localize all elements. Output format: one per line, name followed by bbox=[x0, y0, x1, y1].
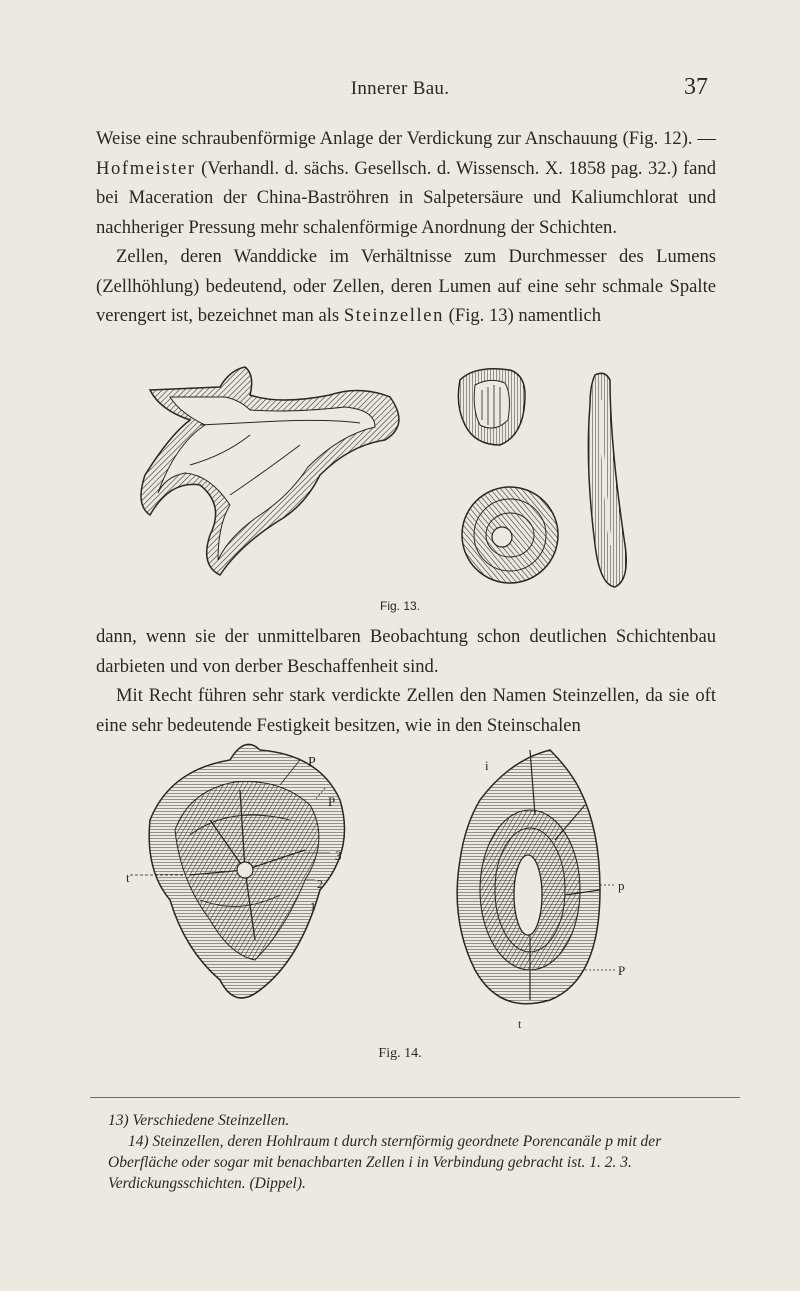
label-3: 3 bbox=[335, 848, 342, 863]
paragraph-4: Mit Recht führen sehr stark verdickte Zellen den Namen Steinzellen, da sie oft eine sehr bedeutende Festigkeit besitzen, wie in den Steinschalen bbox=[96, 685, 716, 736]
label-p-top: P bbox=[308, 755, 316, 770]
paragraph-2: Zellen, deren Wanddicke im Verhältnisse zum Durchmesser des Lumens (Zellhöhlung) bedeutend, oder Zellen, deren Lumen auf eine sehr schmale Spalte verengert ist, bezeichnet man als Steinzellen (Fig. 13) namentlich bbox=[96, 246, 716, 326]
figure-13-caption: Fig. 13. bbox=[379, 599, 421, 613]
footnote-14: 14) Steinzellen, deren Hohlraum t durch sternförmig geordnete Porencanäle p mit der Oberfläche oder sogar mit benachbarten Zellen i in Verbindung gebracht ist. 1. 2. 3. Verdickungsschichten. (Dippel). bbox=[108, 1133, 662, 1192]
paragraph-3: dann, wenn sie der unmittelbaren Beobachtung schon deutlichen Schichtenbau darbieten und von derber Beschaffenheit sind. bbox=[96, 626, 716, 677]
footnote-13: 13) Verschiedene Steinzellen. bbox=[108, 1112, 290, 1129]
page-header bbox=[0, 74, 800, 108]
text-block-middle bbox=[96, 622, 716, 740]
page-number: 37 bbox=[684, 74, 708, 100]
label-p-right2: P bbox=[618, 963, 626, 978]
label-p-arrow: P bbox=[328, 794, 336, 809]
running-title: Innerer Bau. bbox=[350, 78, 450, 99]
label-2: 2 bbox=[317, 877, 323, 891]
text-block-top bbox=[96, 124, 716, 331]
figure-14-illustration bbox=[126, 730, 670, 1040]
term-steinzellen: Steinzellen bbox=[343, 305, 445, 326]
figure-13-illustration bbox=[130, 365, 690, 595]
footnotes bbox=[108, 1110, 728, 1194]
paragraph-1: Weise eine schraubenförmige Anlage der Verdickung zur Anschauung (Fig. 12). — Hofmeister (Verhandl. d. sächs. Gesellsch. d. Wissensch. X. 1858 pag. 32.) fand bei Maceration der China-Baströhren in Salpetersäure und Kaliumchlorat und nachheriger Pressung mehr schalenförmige Anordnung der Schichten. bbox=[96, 128, 716, 238]
author-name: Hofmeister bbox=[96, 157, 196, 179]
footnote-divider bbox=[90, 1097, 740, 1098]
label-i: i bbox=[485, 758, 489, 773]
label-p-right1: p bbox=[618, 878, 625, 893]
label-1: 1 bbox=[310, 899, 316, 913]
label-t-bottom: t bbox=[518, 1017, 522, 1031]
label-t: t bbox=[126, 870, 130, 885]
figure-14-caption: Fig. 14. bbox=[378, 1046, 422, 1061]
